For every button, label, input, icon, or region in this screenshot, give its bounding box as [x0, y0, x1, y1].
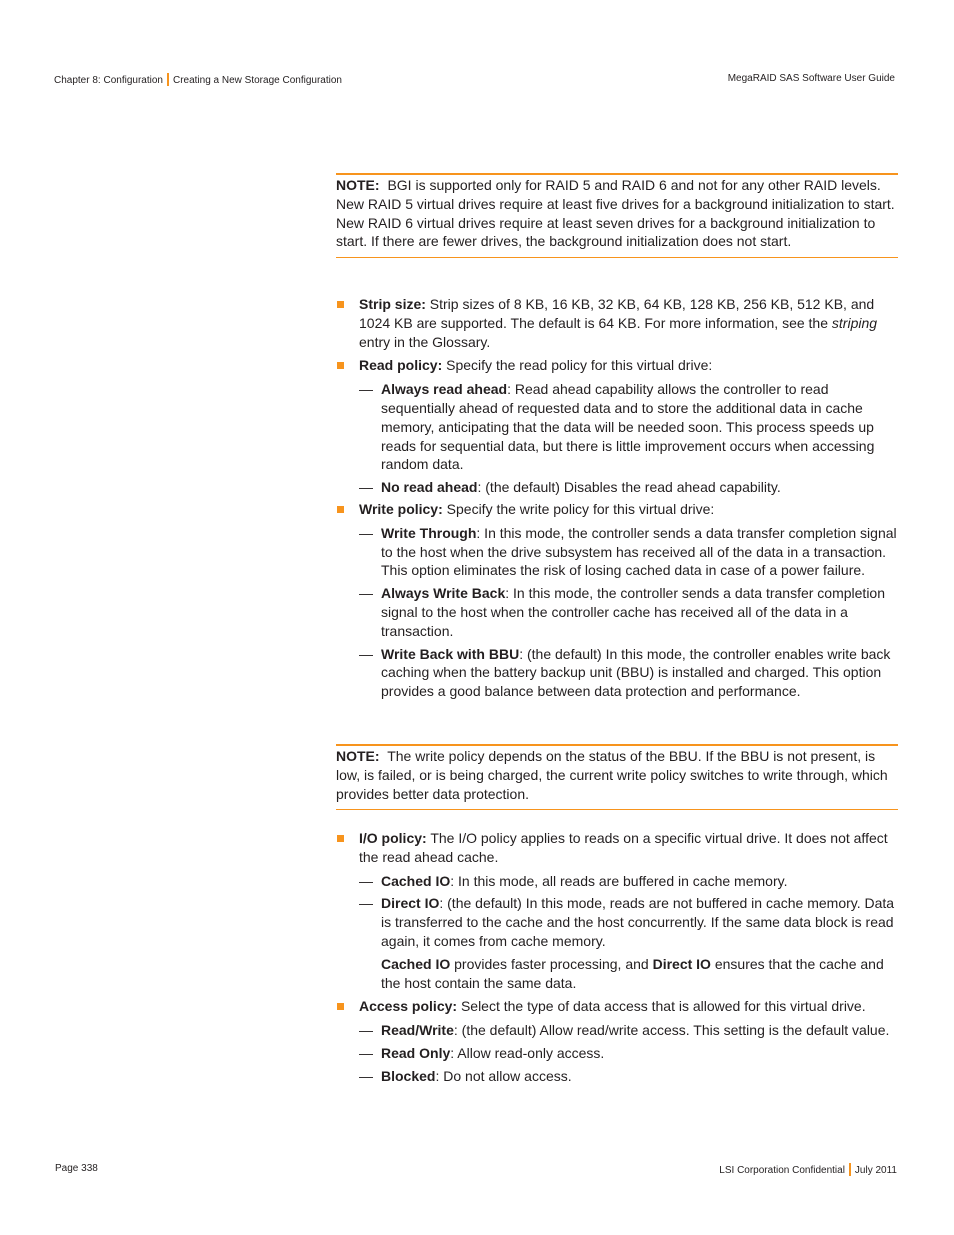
sub-item-no-read-ahead	[336, 478, 898, 497]
summary-text-1: provides faster processing, and	[450, 955, 653, 972]
sub-item-read-write	[336, 1021, 898, 1040]
sub-item-always-write-back	[336, 584, 898, 640]
term-always-write-back: Always Write Back	[381, 585, 506, 602]
strip-text-a: Strip sizes of 8 KB, 16 KB, 32 KB, 64 KB, 128 KB, 256 KB, 512 KB, and 1024 KB are supported. The default is 64 KB. For more information, see the	[359, 296, 875, 331]
term-write-through: Write Through	[381, 524, 477, 541]
footer-page-number	[55, 1163, 98, 1175]
term-read-only: Read Only	[381, 1044, 451, 1061]
note-text: The write policy depends on the status of the BBU. If the BBU is not present, is low, is failed, or is being charged, the current write policy switches to write through, which provides better data protection.	[336, 748, 888, 802]
footer-right	[719, 1163, 897, 1177]
page-number: Page 338	[55, 1163, 98, 1174]
strip-italic-term: striping	[831, 314, 878, 331]
dash-icon: —	[359, 645, 373, 662]
note-write-policy	[336, 744, 898, 810]
list-item-write-policy	[336, 500, 898, 519]
sub-item-blocked	[336, 1067, 898, 1086]
no-read-ahead-text: : (the default) Disables the read ahead capability.	[477, 479, 781, 496]
header-section: Creating a New Storage Configuration	[172, 75, 342, 86]
write-policy-text: Specify the write policy for this virtual drive:	[442, 500, 715, 517]
term-no-read-ahead: No read ahead	[381, 479, 478, 496]
blocked-text: : Do not allow access.	[435, 1067, 572, 1084]
bullet-square-icon	[337, 1003, 344, 1010]
bullet-square-icon	[337, 835, 344, 842]
bullet-square-icon	[337, 506, 344, 513]
sub-item-always-read-ahead	[336, 380, 898, 474]
note-text: BGI is supported only for RAID 5 and RAID 6 and not for any other RAID levels. New RAID 5 virtual drives require at least five drives for a background initialization to start. New RAID 6 virtual drives require at least seven drives for a background initialization to start. If there are fewer drives, the background initialization does not start.	[336, 177, 895, 250]
policy-list-1	[336, 295, 898, 704]
running-header-right	[728, 73, 895, 85]
header-separator	[167, 73, 169, 86]
cached-io-text: : In this mode, all reads are buffered in cache memory.	[450, 872, 788, 889]
sub-item-cached-io	[336, 872, 898, 891]
always-write-back-text: : In this mode, the controller sends a data transfer completion signal to the host when the controller cache has received all of the data in a transaction.	[381, 585, 886, 639]
term-write-policy: Write policy:	[359, 500, 443, 517]
term-strip-size: Strip size:	[359, 296, 426, 312]
access-policy-text: Select the type of data access that is allowed for this virtual drive.	[457, 998, 866, 1015]
term-read-policy: Read policy:	[359, 357, 443, 374]
sub-item-direct-io	[336, 894, 898, 950]
dash-icon: —	[359, 1067, 373, 1084]
write-back-bbu-text: : (the default) In this mode, the controller enables write back caching when the battery backup unit (BBU) is installed and charged. This option provides a good balance between data protection and performance.	[381, 645, 891, 700]
term-access-policy: Access policy:	[359, 998, 458, 1015]
summary-text-2: ensures that the cache and the host contain the same data.	[381, 955, 884, 991]
note-label: NOTE:	[336, 748, 380, 764]
term-read-write: Read/Write	[381, 1022, 454, 1039]
footer-confidential: LSI Corporation Confidential	[719, 1165, 845, 1176]
dash-icon: —	[359, 479, 373, 496]
term-write-back-bbu: Write Back with BBU	[381, 645, 520, 662]
io-summary-paragraph	[336, 955, 898, 993]
dash-icon: —	[359, 381, 373, 398]
footer-separator	[849, 1163, 851, 1176]
term-io-policy: I/O policy:	[359, 830, 427, 846]
sub-item-read-only	[336, 1044, 898, 1063]
dash-icon: —	[359, 895, 373, 912]
sub-item-write-back-bbu	[336, 645, 898, 701]
bullet-square-icon	[337, 301, 344, 308]
read-only-text: : Allow read-only access.	[450, 1044, 605, 1061]
write-through-text: : In this mode, the controller sends a data transfer completion signal to the host when the drive subsystem has received all of the data in a transaction. This option eliminates the risk of losing cached data in case of a power failure.	[381, 524, 897, 579]
policy-list-2	[336, 829, 898, 1089]
summary-term-direct-io: Direct IO	[652, 955, 711, 972]
note-label: NOTE:	[336, 177, 380, 193]
header-chapter: Chapter 8: Configuration	[54, 75, 163, 86]
list-item-strip-size	[336, 295, 898, 351]
term-direct-io: Direct IO	[381, 895, 440, 912]
dash-icon: —	[359, 524, 373, 541]
dash-icon: —	[359, 585, 373, 602]
footer-date: July 2011	[854, 1165, 897, 1176]
term-blocked: Blocked	[381, 1067, 436, 1084]
term-always-read-ahead: Always read ahead	[381, 381, 508, 398]
direct-io-text: : (the default) In this mode, reads are not buffered in cache memory. Data is transferred to the cache and the host concurrently. If the same data block is read again, it comes from cache memory.	[381, 895, 895, 949]
running-header-left	[54, 73, 342, 87]
strip-text-b: entry in the Glossary.	[359, 333, 491, 350]
always-read-ahead-text: : Read ahead capability allows the controller to read sequentially ahead of requested data and to store the additional data in cache memory, anticipating that the data will be needed soon. This process speeds up reads for sequential data, but there is little improvement occurs when accessing random data.	[381, 381, 875, 473]
sub-item-write-through	[336, 524, 898, 580]
list-item-read-policy	[336, 356, 898, 375]
read-policy-text: Specify the read policy for this virtual drive:	[442, 357, 713, 374]
dash-icon: —	[359, 1022, 373, 1039]
summary-term-cached-io: Cached IO	[381, 955, 451, 972]
read-write-text: : (the default) Allow read/write access. This setting is the default value.	[453, 1022, 890, 1039]
term-cached-io: Cached IO	[381, 872, 451, 889]
header-guide-title: MegaRAID SAS Software User Guide	[727, 73, 895, 84]
dash-icon: —	[359, 872, 373, 889]
io-policy-text: The I/O policy applies to reads on a specific virtual drive. It does not affect the read ahead cache.	[359, 830, 888, 865]
list-item-io-policy	[336, 829, 898, 867]
dash-icon: —	[359, 1044, 373, 1061]
list-item-access-policy	[336, 997, 898, 1016]
note-bgi	[336, 173, 898, 258]
bullet-square-icon	[337, 362, 344, 369]
